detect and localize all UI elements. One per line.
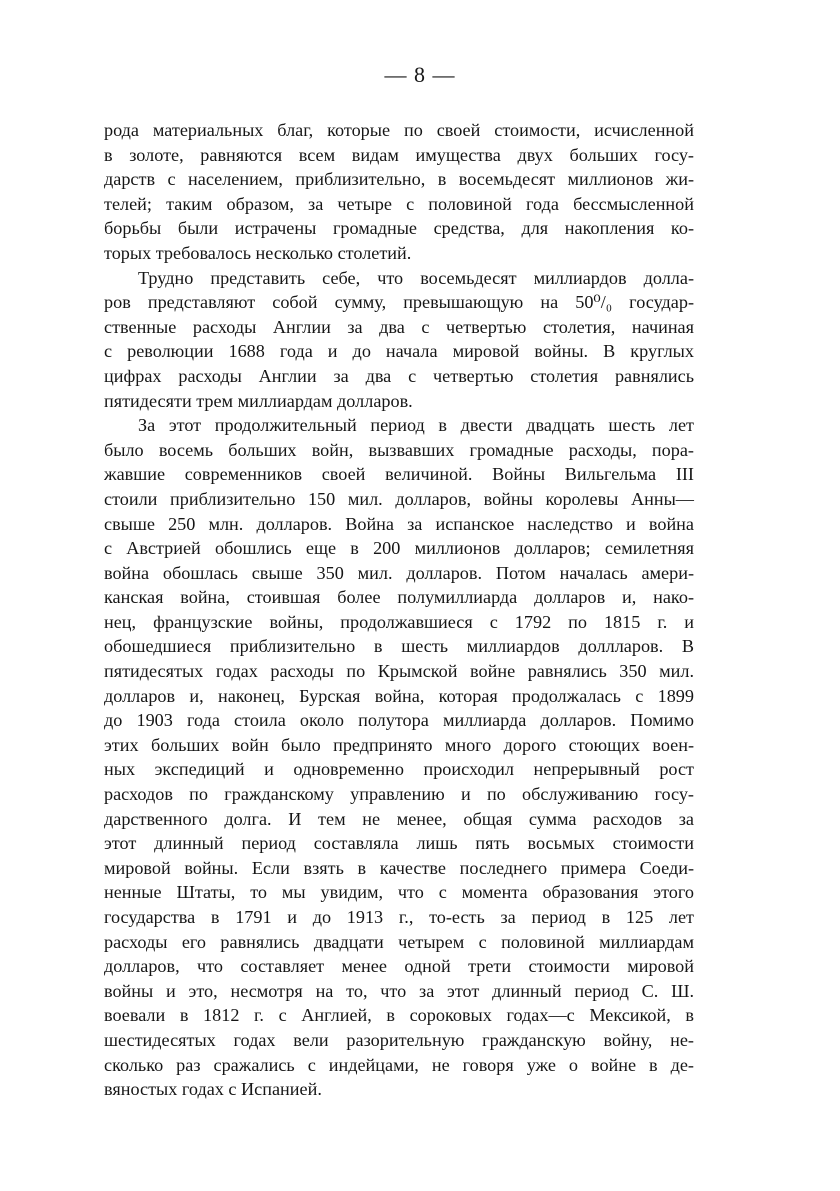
text-line: ненные Штаты, то мы увидим, что с момента образования этого bbox=[104, 882, 694, 903]
text-line: этих больших войн было предпринято много дорого стоющих воен- bbox=[104, 734, 694, 755]
text-line: дарственного долга. И тем не менее, общая сумма расходов за bbox=[104, 808, 694, 829]
page-number: — 8 — bbox=[384, 62, 456, 87]
text-line: воевали в 1812 г. с Англией, в сороковых годах—с Мексикой, в bbox=[104, 1005, 694, 1026]
text-line: рода материальных благ, которые по своей стоимости, исчисленной bbox=[104, 120, 694, 140]
text-line: было восемь больших войн, вызвавших громадные расходы, пора- bbox=[104, 439, 694, 460]
text-line: расходы его равнялись двадцати четырем с половиной миллиардам bbox=[104, 931, 694, 952]
text-line: пятидесяти трем миллиардам долларов. bbox=[104, 390, 413, 411]
text-line: телей; таким образом, за четыре с половиной года бессмысленной bbox=[104, 193, 694, 214]
text-line: шестидесятых годах вели разорительную гражданскую войну, не- bbox=[104, 1029, 694, 1050]
paragraph-3 bbox=[104, 413, 694, 1102]
paragraph-2 bbox=[104, 266, 694, 414]
text-line: война обошлась свыше 350 мил. долларов. Потом началась амери- bbox=[104, 562, 694, 583]
body-text bbox=[104, 118, 694, 1102]
text-line: сколько раз сражались с индейцами, не говоря уже о войне в де- bbox=[104, 1054, 694, 1075]
text-line: нец, французские войны, продолжавшиеся с 1792 по 1815 г. и bbox=[104, 611, 694, 632]
text-line: ров представляют собой сумму, превышающую на 50⁰/₀ государ- bbox=[104, 292, 694, 313]
text-line: расходов по гражданскому управлению и по обслуживанию госу- bbox=[104, 784, 694, 805]
text-line: до 1903 года стоила около полутора миллиарда долларов. Помимо bbox=[104, 710, 694, 731]
text-line: обошедшиеся приблизительно в шесть миллиардов доллларов. В bbox=[104, 636, 694, 657]
text-line: ственные расходы Англии за два с четвертью столетия, начиная bbox=[104, 316, 694, 337]
text-line: канская война, стоившая более полумиллиарда долларов и, нако- bbox=[104, 587, 694, 608]
text-line: За этот продолжительный период в двести двадцать шесть лет bbox=[138, 415, 694, 436]
text-line: цифрах расходы Англии за два с четвертью столетия равнялись bbox=[104, 365, 694, 386]
paragraph-1 bbox=[104, 118, 694, 266]
text-line: войны и это, несмотря на то, что за этот длинный период С. Ш. bbox=[104, 980, 694, 1001]
text-line: с Австрией обошлись еще в 200 миллионов долларов; семилетняя bbox=[104, 538, 694, 559]
text-line: этот длинный период составляла лишь пять восьмых стоимости bbox=[104, 833, 694, 854]
text-line: стоили приблизительно 150 мил. долларов, войны королевы Анны— bbox=[104, 488, 694, 509]
text-line: Трудно представить себе, что восемьдесят миллиардов долла- bbox=[138, 267, 694, 288]
text-line: мировой войны. Если взять в качестве последнего примера Соеди- bbox=[104, 857, 694, 878]
text-line: жавшие современников своей величиной. Войны Вильгельма III bbox=[104, 464, 694, 485]
text-line: борьбы были истрачены громадные средства, для накопления ко- bbox=[104, 218, 694, 239]
text-line: долларов, что составляет менее одной трети стоимости мировой bbox=[104, 956, 694, 977]
text-line: торых требовалось несколько столетий. bbox=[104, 242, 412, 263]
text-line: с революции 1688 года и до начала мировой войны. В круглых bbox=[104, 341, 694, 362]
text-line: свыше 250 млн. долларов. Война за испанское наследство и война bbox=[104, 513, 694, 534]
text-line: вяностых годах с Испанией. bbox=[104, 1079, 322, 1100]
text-line: долларов и, наконец, Бурская война, которая продолжалась с 1899 bbox=[104, 685, 694, 706]
text-line: государства в 1791 и до 1913 г., то-есть за период в 125 лет bbox=[104, 907, 694, 927]
text-line: в золоте, равняются всем видам имущества двух больших госу- bbox=[104, 144, 694, 165]
text-line: ных экспедиций и одновременно происходил непрерывный рост bbox=[104, 759, 694, 780]
text-line: дарств с населением, приблизительно, в восемьдесят миллионов жи- bbox=[104, 169, 694, 190]
text-line: пятидесятых годах расходы по Крымской войне равнялись 350 мил. bbox=[104, 661, 694, 682]
